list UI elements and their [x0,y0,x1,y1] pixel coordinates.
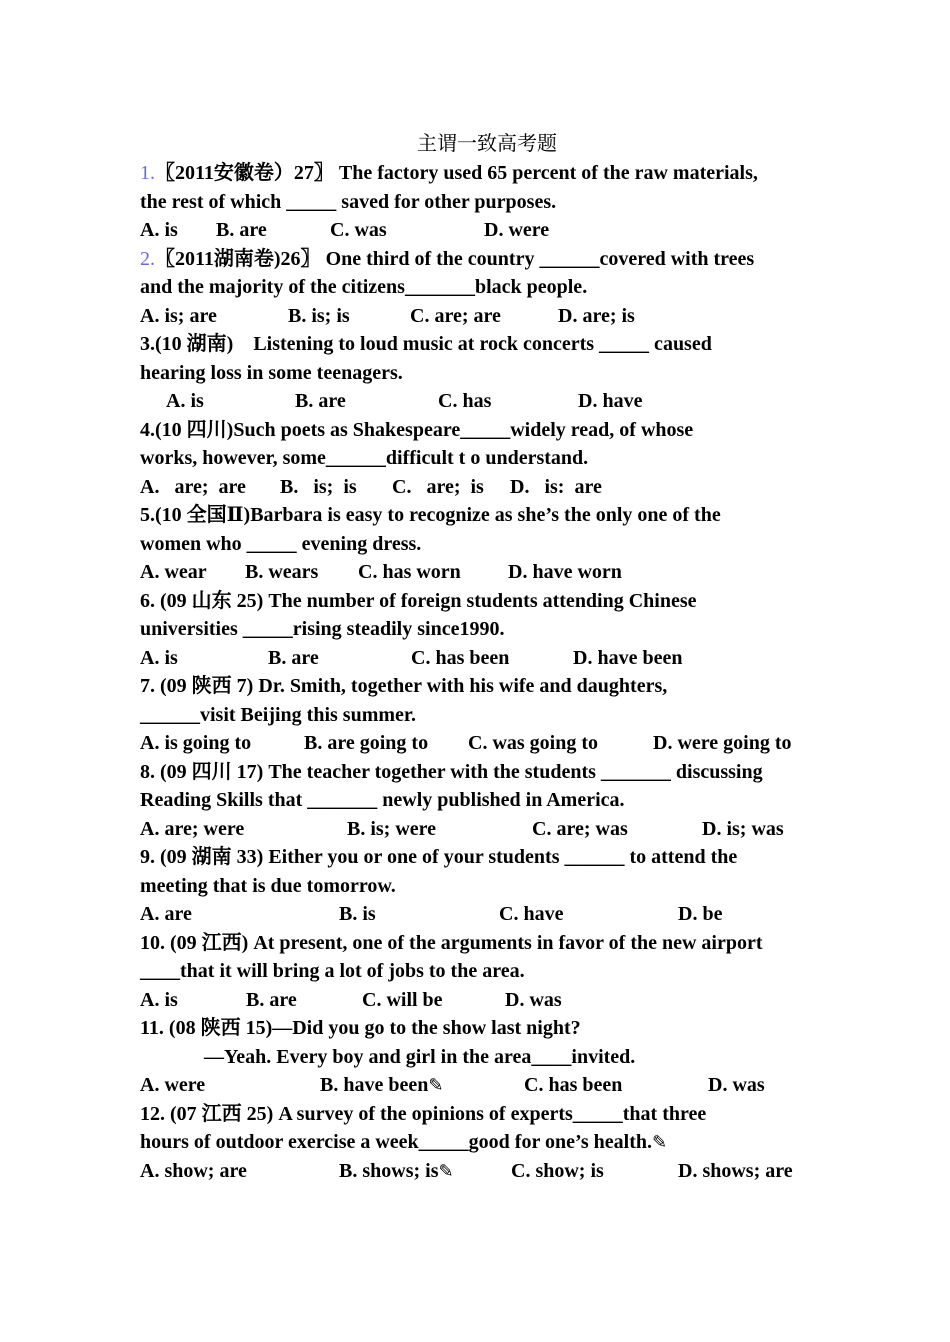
question-11-line-1 [140,1014,830,1043]
option-c: C. are; is [392,475,484,498]
option-d: D. have worn [508,561,622,583]
option-d: D. have [578,390,643,412]
option-c: C. are; are [410,304,501,327]
option-d: D. are; is [558,304,635,327]
option-d: D. is: are [510,475,602,498]
question-text: Such poets as Shakespeare_____widely read, of whose [233,418,694,441]
question-source: (10 湖南) [155,333,234,355]
question-10-options [140,986,830,1015]
option-a: A. are [140,903,192,925]
option-d: D. is; was [702,817,784,840]
question-4-line-1 [140,416,830,445]
question-text: Dr. Smith, together with his wife and daughters, [258,675,668,697]
option-b: B. are [268,646,319,669]
curl-mark-icon: ✎ [428,1075,444,1095]
question-text: The factory used 65 percent of the raw materials, [338,162,758,184]
question-1-line-1 [140,159,830,188]
option-d: D. was [708,1074,765,1096]
question-number: 12. [140,1102,165,1125]
option-a: A. is going to [140,732,252,754]
question-5-options [140,558,830,587]
option-c: C. has worn [358,561,461,583]
option-b: B. is; is [288,304,350,327]
question-9-options [140,900,830,929]
option-b: B. is [339,903,376,925]
option-d: D. were [484,219,550,241]
option-d: D. were going to [653,732,792,754]
option-c: C. will be [362,988,443,1011]
question-source: (09 四川 17) [160,760,264,783]
question-1-line-2: the rest of which _____ saved for other purposes. [140,190,557,213]
option-d: D. have been [573,646,683,669]
question-12-options [140,1157,830,1186]
option-d: D. be [678,903,723,925]
option-b: B. are going to [304,732,429,754]
question-12-line-2: hours of outdoor exercise a week_____good for one’s health.✎ [140,1131,668,1153]
option-a: A. wear [140,561,207,583]
option-a: A. were [140,1074,206,1096]
question-2-options [140,302,830,331]
option-b: B. is; is [280,475,357,498]
question-text: The teacher together with the students _______ discussing [268,760,763,783]
question-number: 4. [140,418,155,441]
option-c: C. has been [411,646,510,669]
document-page [140,129,830,1185]
question-5-line-1 [140,501,830,530]
question-3-line-1 [140,330,830,359]
question-6-line-1 [140,587,830,616]
option-a: A. are; were [140,817,245,840]
question-number: 1. [140,162,155,184]
option-a: A. show; are [140,1159,247,1182]
question-source: (09 湖南 33) [160,846,264,868]
question-text: At present, one of the arguments in favor of the new airport [253,931,763,954]
option-c: C. was going to [468,732,599,754]
question-text: One third of the country ______covered with trees [325,247,755,270]
document-title: 主谓一致高考题 [417,133,557,155]
question-text: Barbara is easy to recognize as she’s the only one of the [250,504,721,526]
question-number: 3. [140,333,155,355]
option-b: B. are [216,219,267,241]
option-c: C. has been [524,1074,623,1096]
question-6-options [140,644,830,673]
question-source: (09 陕西 7) [160,675,254,697]
option-b: B. are [246,988,297,1011]
question-8-line-1 [140,758,830,787]
question-source: (09 江西) [170,931,249,954]
question-source: (09 山东 25) [160,589,264,612]
question-4-line-2: works, however, some______difficult t o understand. [140,447,589,469]
option-a: A. are; are [140,475,246,498]
question-source: (07 江西 25) [170,1102,274,1125]
question-2-line-1 [140,245,830,274]
question-8-options [140,815,830,844]
option-a: A. is; are [140,304,217,327]
curl-mark-icon: ✎ [438,1160,454,1181]
question-3-line-2: hearing loss in some teenagers. [140,361,403,384]
question-source: 〖2011安徽卷）27〗 [155,162,334,184]
option-c: C. are; was [532,817,628,840]
question-8-line-2: Reading Skills that _______ newly published in America. [140,789,625,811]
question-source: (10 四川) [155,418,234,441]
curl-mark-icon: ✎ [652,1132,668,1152]
option-a: A. is [140,988,178,1011]
question-number: 9. [140,846,155,868]
question-6-line-2: universities _____rising steadily since1990. [140,618,505,640]
question-number: 11. [140,1017,164,1039]
option-c: C. have [499,903,564,925]
question-text: —Did you go to the show last night? [272,1017,581,1039]
question-number: 5. [140,504,155,526]
option-a: A. is [140,646,178,669]
question-2-line-2: and the majority of the citizens_______black people. [140,276,588,298]
question-number: 7. [140,675,155,697]
option-d: D. was [505,988,562,1011]
question-3-options [140,387,830,416]
question-10-line-2: ____that it will bring a lot of jobs to the area. [140,960,525,982]
question-text: The number of foreign students attending Chinese [268,589,697,612]
option-a: A. is [166,390,204,412]
option-b: B. are [295,390,346,412]
question-12-line-1 [140,1100,830,1129]
question-text: Listening to loud music at rock concerts _____ caused [253,333,712,355]
option-c: C. show; is [511,1159,604,1182]
question-5-line-2: women who _____ evening dress. [140,532,422,555]
question-source: 〖2011湖南卷)26〗 [155,247,321,270]
question-number: 6. [140,589,155,612]
option-b: B. is; were [347,817,437,840]
question-10-line-1 [140,929,830,958]
option-c: C. was [330,219,387,241]
option-a: A. is [140,219,178,241]
question-9-line-2: meeting that is due tomorrow. [140,874,396,897]
question-source: (08 陕西 15) [168,1017,273,1039]
question-9-line-1 [140,843,830,872]
question-text: Either you or one of your students ______ to attend the [268,846,738,868]
option-b: B. wears [245,561,319,583]
option-b: B. shows; is✎ [339,1157,511,1186]
question-7-options [140,729,830,758]
option-b: B. have been✎ [320,1071,524,1100]
question-text: A survey of the opinions of experts_____that three [278,1102,707,1125]
question-11-options [140,1071,830,1100]
question-source: (10 全国Ⅱ) [155,504,251,526]
question-number: 10. [140,931,165,954]
question-7-line-2: ______visit Beijing this summer. [140,703,416,726]
question-7-line-1 [140,672,830,701]
question-4-options [140,473,830,502]
question-number: 2. [140,247,155,270]
question-number: 8. [140,760,155,783]
option-d: D. shows; are [678,1159,793,1182]
option-c: C. has [438,390,492,412]
question-11-line-2: —Yeah. Every boy and girl in the area____invited. [204,1045,636,1068]
question-1-options [140,216,830,245]
